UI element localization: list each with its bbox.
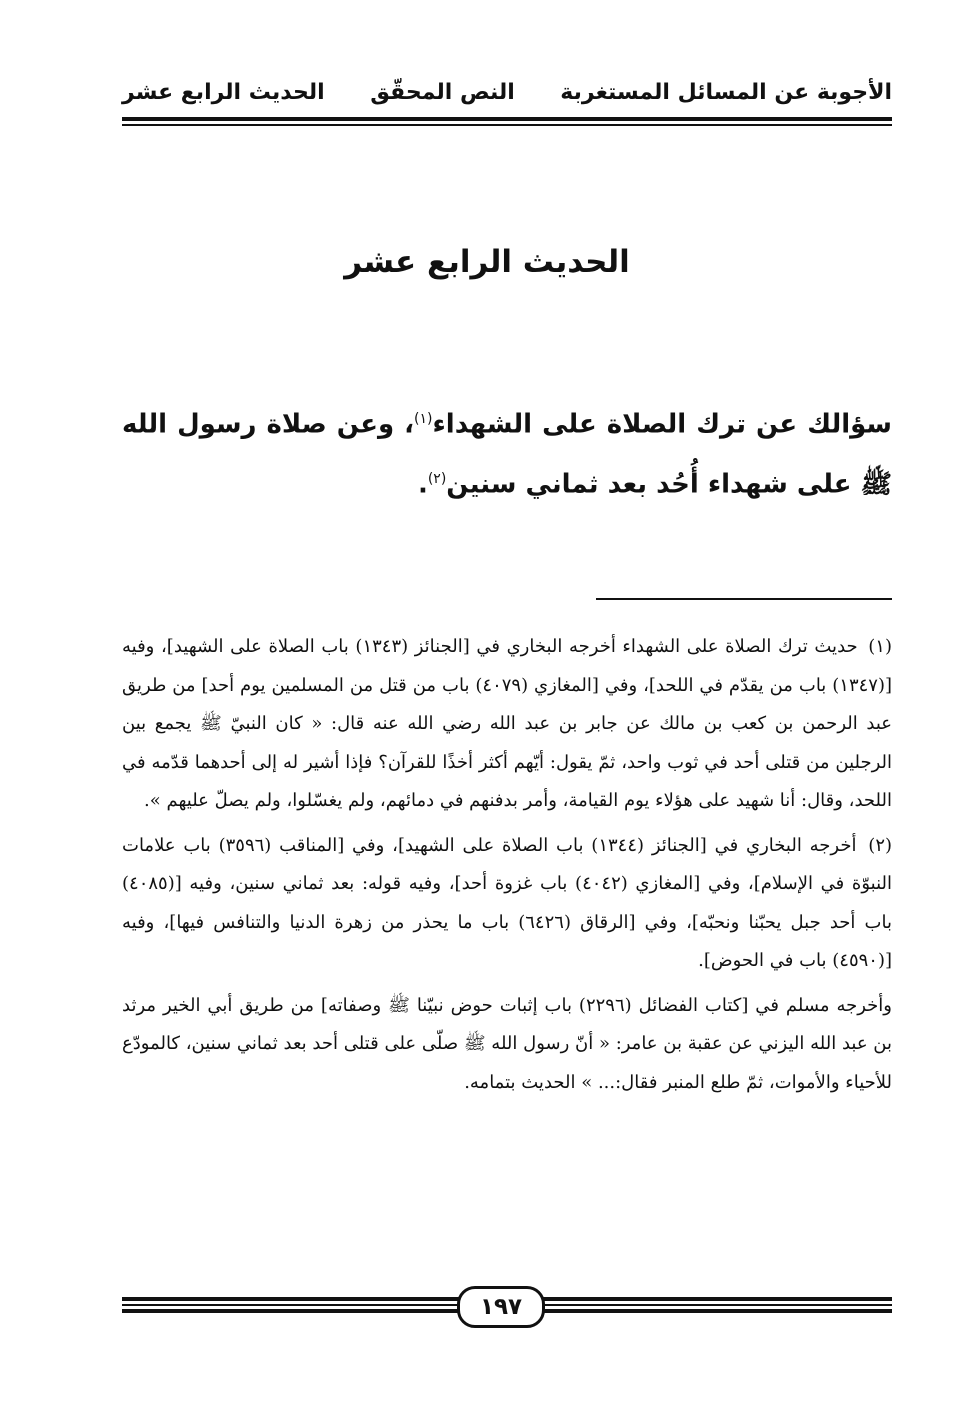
footnote-2-continuation [122,987,892,1103]
footnote-1 [122,628,892,821]
header-section: النص المحقّق [370,79,515,105]
header-rule-thick [122,117,892,121]
header-rule-thin [122,124,892,126]
footnote-2 [122,827,892,981]
header-chapter: الحديث الرابع عشر [122,79,325,105]
body-text-part3: . [417,469,428,500]
footnote-number: (١) [868,636,892,657]
main-paragraph [122,392,892,511]
body-text-part1: سؤالك عن ترك الصلاة على الشهداء [432,409,892,440]
footnote-separator [596,598,892,600]
footnote-ref-1[interactable]: (١) [414,411,433,427]
footnote-text: حديث ترك الصلاة على الشهداء أخرجه البخاري في [الجنائز (١٣٤٣) باب الصلاة على الشهيد]، وفيه [(١٣٤٧) باب من يقدّم في اللحد]، وفي [المغازي (٤٠٧٩) باب من قتل من المسلمين يوم أحد] من طريق عبد الرحمن بن كعب بن مالك عن جابر بن عبد الله رضي الله عنه قال: « كان النبيّ ﷺ يجمع بين الرجلين من قتلى أحد في ثوب واحد، ثمّ يقول: أيّهم أكثر أخذًا للقرآن؟ فإذا أشير له إلى أحدهما قدّمه في اللحد، وقال: أنا شهيد على هؤلاء يوم القيامة، وأمر بدفنهم في دمائهم، ولم يغسّلوا، ولم يصلّ عليهم ». [122,636,892,811]
footnote-text: وأخرجه مسلم في [كتاب الفضائل (٢٢٩٦) باب إثبات حوض نبيّنا ﷺ وصفاته] من طريق أبي الخير مرثد بن عبد الله اليزني عن عقبة بن عامر: « أنّ رسول الله ﷺ صلّى على قتلى أحد بعد ثماني سنين، كالمودّع للأحياء والأموات، ثمّ طلع المنبر فقال:... » الحديث بتمامه. [122,994,892,1093]
footnotes [122,628,892,1108]
header-book-title: الأجوبة عن المسائل المستغربة [560,79,892,105]
page-number: ١٩٧ [457,1286,545,1328]
footnote-text: أخرجه البخاري في [الجنائز (١٣٤٤) باب الصلاة على الشهيد]، وفي [المناقب (٣٥٩٦) باب علامات النبوّة في الإسلام]، وفي [المغازي (٤٠٤٢) باب غزوة أحد]، وفيه قوله: بعد ثماني سنين، وفيه [(٤٠٨٥) باب أحد جبل يحبّنا ونحبّه]، وفي [الرقاق (٦٤٢٦) باب ما يحذر من زهرة الدنيا والتنافس فيها]، وفيه [(٤٥٩٠) باب في الحوض]. [122,834,892,971]
chapter-title: الحديث الرابع عشر [344,244,630,280]
running-header [122,72,892,112]
footnote-number: (٢) [868,834,893,856]
body-text-part2: ، وعن صلاة رسول الله ﷺ على شهداء أُحُد بعد ثماني سنين [122,409,892,500]
footnote-ref-2[interactable]: (٢) [427,470,447,487]
